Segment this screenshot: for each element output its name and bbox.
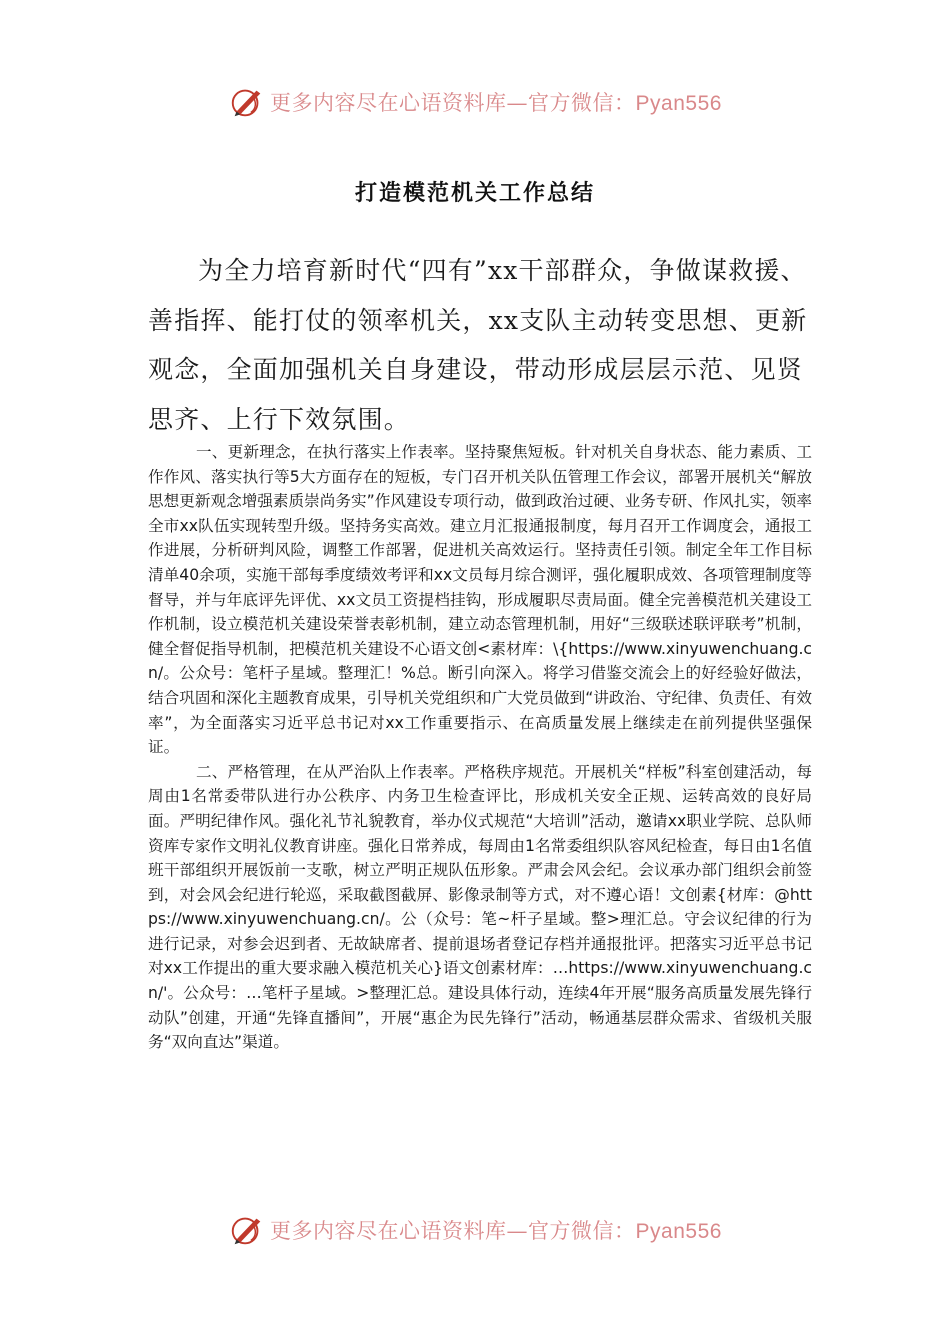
document-body bbox=[148, 440, 812, 1055]
pen-logo-icon bbox=[228, 1211, 266, 1249]
header-watermark-banner bbox=[0, 80, 950, 124]
wechat-id: Pyan556 bbox=[635, 92, 722, 115]
intro-paragraph: 为全力培育新时代“四有”xx干部群众，争做谋救援、善指挥、能打仗的领率机关，xx支队主动转变思想、更新观念，全面加强机关自身建设，带动形成层层示范、见贤思齐、上行下效氛围。 bbox=[148, 256, 808, 434]
banner-text: 更多内容尽在心语资料库—官方微信：Pyan556 bbox=[270, 1219, 722, 1243]
body-paragraph-1: 一、更新理念，在执行落实上作表率。坚持聚焦短板。针对机关自身状态、能力素质、工作作风、落实执行等5大方面存在的短板，专门召开机关队伍管理工作会议，部署开展机关“解放思想更新观念增强素质崇尚务实”作风建设专项行动，做到政治过硬、业务专研、作风扎实，领率全市xx队伍实现转型升级。坚持务实高效。建立月汇报通报制度，每月召开工作调度会，通报工作进展，分析研判风险，调整工作部署，促进机关高效运行。坚持责任引领。制定全年工作目标清单40余项，实施干部每季度绩效考评和xx文员每月综合测评，强化履职成效、各项管理制度等督导，并与年底评先评优、xx文员工资提档挂钩，形成履职尽责局面。健全完善模范机关建设工作机制，设立模范机关建设荣誉表彰机制，建立动态管理机制，用好“三级联述联评联考”机制，健全督促指导机制，把模范机关建设不心语文创<素材库：\{https://www.xinyuwenchuang.cn/。公众号：笔杆子星域。整理汇！%总。断引向深入。将学习借鉴交流会上的好经验好做法，结合巩固和深化主题教育成果，引导机关党组织和广大党员做到“讲政治、守纪律、负责任、有效率”，为全面落实习近平总书记对xx工作重要指示、在高质量发展上继续走在前列提供坚强保证。 bbox=[148, 443, 812, 757]
body-paragraph-2: 二、严格管理，在从严治队上作表率。严格秩序规范。开展机关“样板”科室创建活动，每周由1名常委带队进行办公秩序、内务卫生检查评比，形成机关安全正规、运转高效的良好局面。严明纪律作风。强化礼节礼貌教育，举办仪式规范“大培训”活动，邀请xx职业学院、总队师资库专家作文明礼仪教育讲座。强化日常养成，每周由1名常委组织队容风纪检查，每日由1名值班干部组织开展饭前一支歌，树立严明正规队伍形象。严肃会风会纪。会议承办部门组织会前签到，对会风会纪进行轮巡，采取截图截屏、影像录制等方式，对不遵心语！文创素{材库：@https://www.xinyuwenchuang.cn/。公（众号：笔~杆子星域。整>理汇总。守会议纪律的行为进行记录，对参会迟到者、无故缺席者、提前退场者登记存档并通报批评。把落实习近平总书记对xx工作提出的重大要求融入模范机关心}语文创素材库：…https://www.xinyuwenchuang.cn/'。公众号：…笔杆子星域。>整理汇总。建设具体行动，连续4年开展“服务高质量发展先锋行动队”创建，开通“先锋直播间”，开展“惠企为民先锋行”活动，畅通基层群众需求、省级机关服务“双向直达”渠道。 bbox=[148, 762, 812, 1052]
document-title: 打造模范机关工作总结 bbox=[354, 180, 595, 206]
footer-watermark-banner bbox=[0, 1208, 950, 1252]
pen-logo-icon bbox=[228, 83, 266, 121]
wechat-id: Pyan556 bbox=[635, 1220, 722, 1243]
banner-text: 更多内容尽在心语资料库—官方微信：Pyan556 bbox=[270, 91, 722, 115]
